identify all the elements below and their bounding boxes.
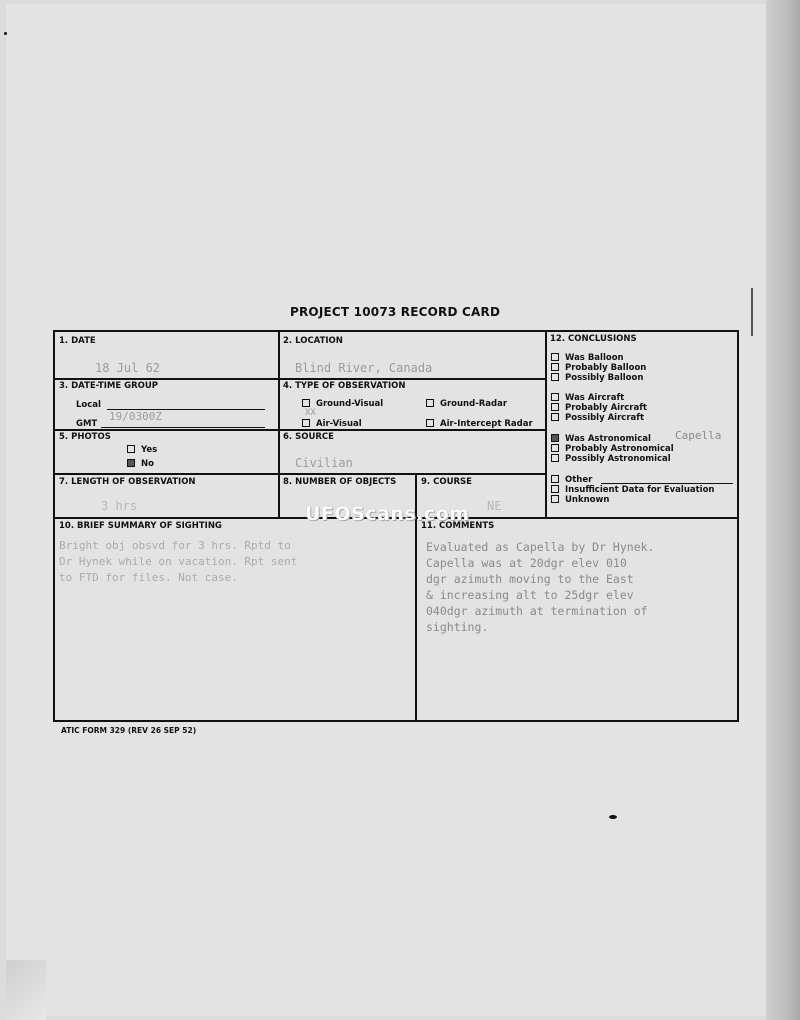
gmt-label: GMT [76,419,98,429]
option-label: Air-Visual [316,419,362,429]
conclusion-insufficient-data [551,485,715,495]
watermark: UFOScans.com [305,503,470,525]
course-label: 9. COURSE [421,477,472,487]
checkbox-icon [551,475,559,483]
type-mark: XX [305,408,316,418]
divider [55,378,545,380]
date-value: 18 Jul 62 [95,361,161,375]
checkbox-icon [551,353,559,361]
summary-text: Bright obj obsvd for 3 hrs. Rptd to Dr Hynek while on vacation. Rpt sent to FTD for files. Not case. [59,539,298,584]
option-label: Probably Aircraft [565,403,647,413]
checkbox-icon [551,363,559,371]
type-option-ground-radar [426,399,507,409]
summary-label: 10. BRIEF SUMMARY OF SIGHTING [59,521,222,531]
folded-corner [6,960,46,1020]
record-card [53,330,739,722]
source-label: 6. SOURCE [283,432,334,442]
checkbox-icon [302,399,310,407]
date-label: 1. DATE [59,336,96,346]
source-value: Civilian [295,456,353,470]
type-option-air-intercept [426,419,533,429]
option-label: Was Aircraft [565,393,625,403]
option-label: Possibly Astronomical [565,454,671,464]
option-label: No [141,459,154,469]
checkbox-icon [426,399,434,407]
scan-right-edge [766,0,800,1020]
length-value: 3 hrs [101,499,138,513]
option-label: Other [565,475,593,485]
checkbox-icon [551,373,559,381]
length-label: 7. LENGTH OF OBSERVATION [59,477,196,487]
option-label: Air-Intercept Radar [440,419,533,429]
conclusion-possibly-balloon [551,373,643,383]
location-label: 2. LOCATION [283,336,343,346]
option-label: Probably Balloon [565,363,647,373]
conclusion-probably-astronomical [551,444,674,454]
dust-speck [609,815,617,819]
objects-label: 8. NUMBER OF OBJECTS [283,477,397,487]
comments-label: 11. COMMENTS [421,521,495,531]
option-label: Possibly Balloon [565,373,644,383]
dust-speck [4,32,7,35]
checkbox-icon [551,495,559,503]
checkbox-icon [551,444,559,452]
option-label: Unknown [565,495,610,505]
conclusion-was-astronomical [551,434,651,444]
photos-yes [127,445,157,455]
card-title: PROJECT 10073 RECORD CARD [290,305,501,319]
local-label: Local [76,400,101,410]
option-label: Was Astronomical [565,434,651,444]
form-number: ATIC FORM 329 (REV 26 SEP 52) [61,726,197,735]
type-label: 4. TYPE OF OBSERVATION [283,381,406,391]
checkbox-icon [551,485,559,493]
checkbox-icon [127,445,135,453]
option-label: Possibly Aircraft [565,413,645,423]
checkbox-icon [426,419,434,427]
conclusion-probably-balloon [551,363,646,373]
other-line [601,483,733,484]
option-label: Was Balloon [565,353,624,363]
option-label: Ground-Visual [316,399,384,409]
option-label: Insufficient Data for Evaluation [565,485,715,495]
conclusions-label: 12. CONCLUSIONS [550,334,637,344]
astronomical-note: Capella [675,429,722,442]
course-value: NE [487,499,502,513]
conclusion-possibly-aircraft [551,413,644,423]
checkbox-icon [551,403,559,411]
location-value: Blind River, Canada [295,361,433,375]
checked-box-icon [127,459,135,467]
option-label: Yes [141,445,158,455]
dtg-label: 3. DATE-TIME GROUP [59,381,159,391]
option-label: Ground-Radar [440,399,508,409]
conclusion-other [551,475,592,485]
conclusion-was-balloon [551,353,624,363]
conclusion-unknown [551,495,609,505]
checkbox-icon [551,413,559,421]
gmt-line [101,427,265,428]
gmt-value: 19/0300Z [109,410,162,423]
option-label: Probably Astronomical [565,444,674,454]
conclusion-was-aircraft [551,393,624,403]
divider [55,473,545,475]
checkbox-icon [302,419,310,427]
comments-text: Evaluated as Capella by Dr Hynek. Capella was at 20dgr elev 010 dgr azimuth moving to the East & increasing alt to 25dgr elev 040dgr azimuth at termination of sighting. [426,540,655,634]
checkbox-icon [551,393,559,401]
divider [55,429,545,431]
divider [278,332,280,518]
type-option-air-visual [302,419,362,429]
divider [545,332,547,518]
scan-mark [751,288,753,336]
checked-box-icon [551,434,559,442]
photos-label: 5. PHOTOS [59,432,111,442]
conclusion-possibly-astronomical [551,454,671,464]
photos-no [127,459,154,469]
checkbox-icon [551,454,559,462]
conclusion-probably-aircraft [551,403,647,413]
